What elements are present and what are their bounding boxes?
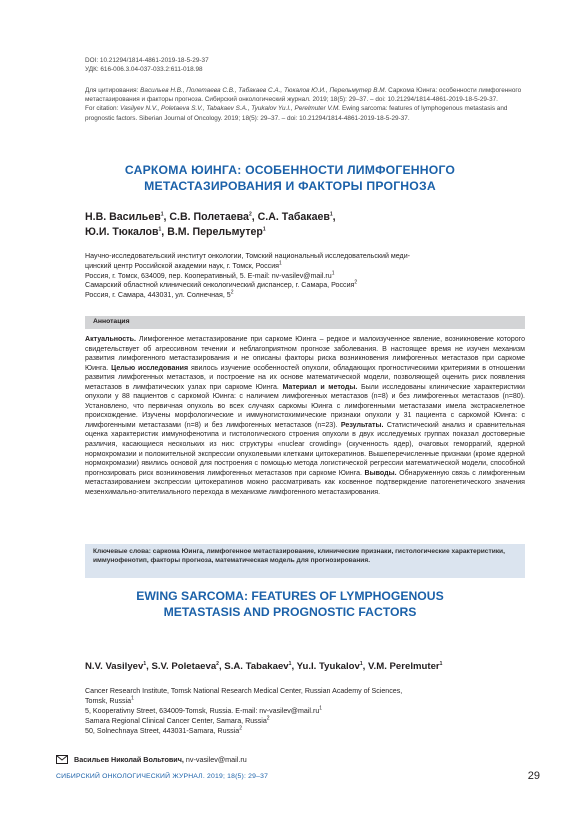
abstract-t-aim: явилось изучение особенностей опухоли, обладающих прогностическими критериями в отношении развития лимфогенных метастазов, и построение на их основе математической модели, позволяющей оценить риск появления метастазов в лимфатических узлах при саркоме Юинга. xyxy=(85,364,525,391)
author-5-affil: 1 xyxy=(262,226,266,233)
page-number: 29 xyxy=(527,770,540,782)
author-4: Ю.И. Тюкалов xyxy=(85,226,159,238)
citation-ru-text: Саркома Юинга: особенности лимфогенного метастазирования и факторы прогноза. Сибирский онкологический журнал. 2019; 18(5): 29–37. – doi: 10.21294/1814-4861-2019-18-5-29-37. xyxy=(85,87,522,104)
abstract-t-conclusions: Обнаруженную связь с лимфогенным метастазированием экспрессии цитокератинов можно рассматривать как косвенное подтверждение патогенетического значения мезенхимально-эпителиального перехода в механизме лимфогенного метастазирования. xyxy=(85,469,525,496)
author-3-affil: 1 xyxy=(329,211,333,218)
affil-en-line-5: 50, Solnechnaya Street, 443031-Samara, Russia$^2$ xyxy=(85,725,242,735)
abstract-h-conclusions: Выводы. xyxy=(361,469,397,477)
abstract xyxy=(85,335,525,497)
citation-en-text: Ewing sarcoma: features of lymphogenous metastasis and prognostic factors. Siberian Journal of Oncology. 2019; 18(5): 29–37. – doi: 10.21294/1814-4861-2019-18-5-29-37. xyxy=(85,105,508,122)
affil-en-line-2: Tomsk, Russia$^1$ xyxy=(85,695,134,705)
affil-ru-line-4: Самарский областной клинический онкологический диспансер, г. Самара, Россия$^2$ xyxy=(85,280,358,290)
title-ru-line-2: МЕТАСТАЗИРОВАНИЯ И ФАКТОРЫ ПРОГНОЗА xyxy=(144,179,436,193)
author-en-1: N.V. Vasilyev xyxy=(85,661,144,672)
author-2-affil: 2 xyxy=(248,211,252,218)
annotation-label: Аннотация xyxy=(93,318,130,325)
article-title-en xyxy=(70,588,510,620)
citation-en-authors: Vasilyev N.V., Poletaeva S.V., Tabakaev S.A., Tyukalov Yu.I., Perelmuter V.M. xyxy=(120,105,341,113)
affil-ru-line-1: Научно-исследовательский институт онкологии, Томский национальный исследовательский меди- xyxy=(85,252,411,260)
citation-block xyxy=(85,86,525,123)
author-1: Н.В. Васильев xyxy=(85,211,161,223)
affiliations-en xyxy=(85,686,525,736)
keywords: Ключевые слова: саркома Юинга, лимфогенное метастазирование, клинические признаки, гистологические характеристики, иммунофенотип, факторы прогноза, математическая модель для прогнозирования. xyxy=(93,548,505,564)
title-ru-line-1: САРКОМА ЮИНГА: ОСОБЕННОСТИ ЛИМФОГЕННОГО xyxy=(124,163,456,177)
correspondence xyxy=(56,755,544,765)
author-2: С.В. Полетаева xyxy=(169,211,249,223)
author-1-affil: 1 xyxy=(160,211,164,218)
author-en-5: V.M. Perelmuter xyxy=(368,661,440,672)
abstract-h-methods: Материал и методы. xyxy=(278,383,358,391)
abstract-t-results: Статистический анализ и сравнительная оценка характеристик иммунофенотипа и гистологического строения опухоли в двух исследуемых группах показал достоверные различия, касающиеся нескольких из них: структуры «nuclear crowding» (скученность ядер), очаговых геморрагий, ядерной нормохромазии и положительной экспрессии опухолевыми клетками цитокератинов. Вышеперечисленные признаки (кроме ядерной нормохромазии) явились основой для построения с помощью метода логистической регрессии математической модели, способной прогнозировать риск возникновения лимфогенных метастазов при саркоме Юинга. xyxy=(85,421,525,477)
affil-ru-line-5: Россия, г. Самара, 443031, ул. Солнечная, $5^2$ xyxy=(85,289,234,300)
correspondence-email: nv-vasilev@mail.ru xyxy=(183,755,247,764)
author-en-4: Yu.I. Tyukalov xyxy=(296,661,360,672)
authors-ru: Н.В. Васильев$^1$, С.В. Полетаева$^2$, С.А. Табакаев$^1$, Ю.И. Тюкалов$^1$, В.М. Перельмутер$^1$ xyxy=(85,211,336,238)
udk: УДК: 616-006.3.04-037-033.2:611-018.98 xyxy=(85,66,203,74)
abstract-t-relevance: Лимфогенное метастазирование при саркоме Юинга – редкое и малоизученное явление, возникновение которого свидетельствует об агрессивном течении и неблагоприятном прогнозе заболевания. В настоящее время не изучен механизм развития лимфогенного метастазирования и не описаны факторы риска возникновения лимфогенных метастазов при саркоме Юинга. xyxy=(85,336,525,372)
abstract-t-methods: Были исследованы клинические характеристики опухоли у 88 пациентов с саркомой Юинга: с наличием лимфогенных метастазов (n=8) и без лимфогенных метастазов (n=80). Установлено, что первичная опухоль во всех случаях саркомы Юинга с лимфогенными метастазами имела экстраскелетное происхождение. Изучены морфологические и иммуногистохимические признаки опухоли у 31 пациента с саркомой Юинга: с лимфогенными метастазами (n=8) и без лимфогенных метастазов (n=23). xyxy=(85,383,525,429)
title-en-line-2: METASTASIS AND PROGNOSTIC FACTORS xyxy=(163,605,417,619)
affil-en-line-1: Cancer Research Institute, Tomsk National Research Medical Center, Russian Academy of Sciences, xyxy=(85,687,403,695)
author-en-3: S.A. Tabakaev xyxy=(224,661,289,672)
article-title-ru xyxy=(70,162,510,194)
keywords-box xyxy=(85,544,525,578)
citation-en xyxy=(85,104,525,122)
abstract-h-aim: Целью исследования xyxy=(108,364,189,372)
title-en-line-1: EWING SARCOMA: FEATURES OF LYMPHOGENOUS xyxy=(136,589,444,603)
abstract-h-results: Результаты. xyxy=(337,421,384,429)
doi-block xyxy=(85,56,525,74)
journal-footer: СИБИРСКИЙ ОНКОЛОГИЧЕСКИЙ ЖУРНАЛ. 2019; 18(5): 29–37 xyxy=(56,773,269,780)
annotation-header xyxy=(85,316,525,329)
author-en-2: S.V. Poletaeva xyxy=(151,661,217,672)
citation-ru-authors: Васильев Н.В., Полетаева С.В., Табакаев С.А., Тюкалов Ю.И., Перельмутер В.М. xyxy=(140,87,387,94)
author-5: В.М. Перельмутер xyxy=(167,226,263,238)
abstract-h-relevance: Актуальность. xyxy=(85,336,136,343)
author-3: С.А. Табакаев xyxy=(257,211,330,223)
author-4-affil: 1 xyxy=(158,226,162,233)
citation-ru-label: Для цитирования: xyxy=(85,87,139,94)
authors-en: N.V. Vasilyev$^1$, S.V. Poletaeva$^2$, S.A. Tabakaev$^1$, Yu.I. Tyukalov$^1$, V.M. Perelmuter$^1$ xyxy=(85,660,443,672)
citation-en-label: For citation: xyxy=(85,105,119,113)
affil-ru-line-2: цинский центр Российской академии наук, г. Томск, Россия$^1$ xyxy=(85,260,282,270)
affil-en-line-3: 5, Kooperativny Street, 634009-Tomsk, Russia. E-mail: $nv-vasilev@mail.ru^1$ xyxy=(85,705,323,715)
citation-ru xyxy=(85,86,525,104)
doi: DOI: 10.21294/1814-4861-2019-18-5-29-37 xyxy=(85,57,209,64)
affil-ru-line-3: Россия, г. Томск, 634009, пер. Кооперативный, 5. E-mail: $nv-vasilev@mail.ru^1$ xyxy=(85,270,335,280)
correspondence-name: Васильев Николай Вольтович, xyxy=(74,755,184,764)
affil-en-line-4: Samara Regional Clinical Cancer Center, Samara, Russia$^2$ xyxy=(85,715,270,725)
affiliations-ru xyxy=(85,252,525,301)
